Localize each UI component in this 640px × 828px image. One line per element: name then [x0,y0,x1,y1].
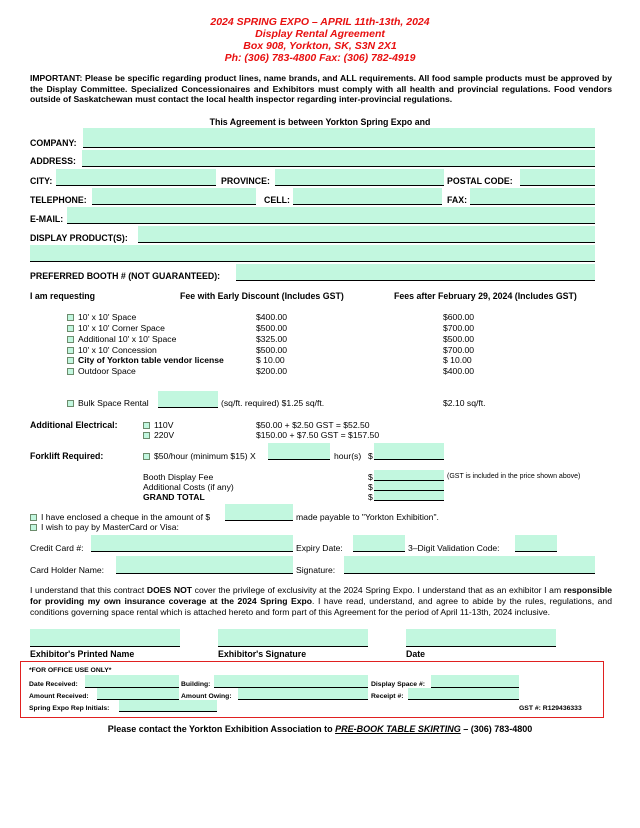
checkbox[interactable] [143,453,150,460]
terms-paragraph: I understand that this contract DOES NOT cover the privilege of exclusivity at the 2024 Spring Expo. I understand that as an exhibitor I am responsible for providing my own insurance coverage at the 2024 Spring Expo. I have read, understand, and agree to abide by the rules, regulations, and conditions governing space rental which is attached hereto and form part of this Agreement for the period of April 11-13th, 2024 inclusive. [30,585,612,618]
col-late: Fees after February 29, 2024 (Includes GST) [394,291,577,301]
checkbox[interactable] [67,347,74,354]
checkbox[interactable] [67,336,74,343]
printed-name-line [30,646,180,647]
date-field[interactable] [406,629,556,646]
cheque-payable: made payable to "Yorkton Exhibition". [296,512,439,522]
header-phone: Ph: (306) 783-4800 Fax: (306) 782-4919 [224,52,416,64]
expiry-label: Expiry Date: [296,543,343,553]
email-label: E-MAIL: [30,214,64,224]
additional-costs-label: Additional Costs (if any) [143,482,234,492]
pricing-item-label: 10' x 10' Concession [78,345,157,355]
col-early: Fee with Early Discount (Includes GST) [180,291,344,301]
address-field[interactable] [82,150,595,167]
cheque-amount-field[interactable] [225,504,293,521]
checkbox[interactable] [30,524,37,531]
amount-received-field[interactable] [97,688,179,700]
checkbox[interactable] [67,357,74,364]
payment-signature-field[interactable] [344,556,595,574]
checkbox[interactable] [67,400,74,407]
building-field[interactable] [214,675,368,688]
early-price: $ 10.00 [256,355,285,365]
late-price: $500.00 [443,334,475,344]
display-products-field[interactable] [138,226,595,243]
bulk-space-item[interactable] [67,398,149,408]
agreement-line: This Agreement is between Yorkton Spring Expo and [209,117,431,127]
electrical-220v-price: $150.00 + $7.50 GST = $157.50 [256,430,380,440]
forklift-hours-label: hour(s) [334,451,362,461]
printed-name-field[interactable] [30,629,180,646]
province-label: PROVINCE: [221,176,270,186]
forklift-amount-field[interactable] [374,443,444,460]
dollar-sign: $ [368,472,373,482]
city-field[interactable] [56,169,216,186]
forklift-dollar: $ [368,451,373,461]
late-price: $600.00 [443,312,475,322]
email-field[interactable] [67,207,595,224]
cheque-label: I have enclosed a cheque in the amount of $ [41,512,211,522]
cc-number-field[interactable] [91,535,293,552]
company-field[interactable] [83,128,595,148]
gst-note: (GST is included in the price shown above) [447,473,581,480]
fax-label: FAX: [447,195,468,205]
footer-note: Please contact the Yorkton Exhibition Association to PRE-BOOK TABLE SKIRTING – (306) 783-4800 [107,724,533,734]
signature-label: Signature: [296,565,336,575]
electrical-110v-price: $50.00 + $2.50 GST = $52.50 [256,420,370,430]
amount-owing-field[interactable] [238,688,368,700]
card-option[interactable] [30,522,179,532]
important-notice: IMPORTANT: Please be specific regarding product lines, name brands, and ALL requirements. All food sample products must be approved by the Display Committee. Specialized Concessionaires and Exhibitors must comply with all health and provincial regulations. Food vendors outside of Saskatchewan must contact the local health inspector regarding inter-provincial regulations. [30,73,612,105]
pricing-item-label: 10' x 10' Corner Space [78,323,165,333]
card-label: I wish to pay by MasterCard or Visa: [41,522,179,532]
date-received-field[interactable] [85,675,179,688]
pricing-item[interactable] [67,355,224,365]
pricing-item[interactable] [67,345,157,355]
display-space-field[interactable] [431,675,519,688]
bulk-space-label: Bulk Space Rental [78,398,149,408]
bulk-late-price: $2.10 sq/ft. [443,398,486,408]
forklift-label: Forklift Required: [30,451,104,461]
office-title: *FOR OFFICE USE ONLY* [29,667,112,674]
pricing-item[interactable] [67,334,176,344]
checkbox[interactable] [67,368,74,375]
company-label: COMPANY: [30,138,77,148]
pricing-item-label: Additional 10' x 10' Space [78,334,177,344]
fax-field[interactable] [470,188,595,205]
header-title: 2024 SPRING EXPO – APRIL 11th-13th, 2024 [210,16,430,28]
cc-number-label: Credit Card #: [30,543,84,553]
header-subtitle: Display Rental Agreement [255,28,385,40]
postal-code-field[interactable] [520,169,595,186]
electrical-label: Additional Electrical: [30,420,118,430]
display-space-label: Display Space #: [371,681,426,688]
date-line [406,646,556,647]
electrical-220v[interactable] [143,430,174,440]
signature-line [218,646,368,647]
forklift-rate: $50/hour (minimum $15) X [154,451,256,461]
late-price: $ 10.00 [443,355,472,365]
exhibitor-signature-label: Exhibitor's Signature [218,649,307,659]
cell-field[interactable] [293,188,442,205]
date-label: Date [406,649,426,659]
pricing-item[interactable] [67,323,165,333]
bulk-note: (sq/ft. required) $1.25 sq/ft. [221,398,325,408]
grand-total-label: GRAND TOTAL [143,492,205,502]
postal-code-label: POSTAL CODE: [447,176,513,186]
checkbox[interactable] [143,432,150,439]
early-price: $400.00 [256,312,288,322]
dollar-sign: $ [368,492,373,502]
amount-received-label: Amount Received: [29,693,89,700]
telephone-field[interactable] [92,188,256,205]
address-label: ADDRESS: [30,156,76,166]
expiry-field[interactable] [353,535,405,552]
header-address: Box 908, Yorkton, SK, S3N 2X1 [243,40,397,52]
pricing-item[interactable] [67,366,136,376]
electrical-110v-label: 110V [154,420,174,430]
late-price: $700.00 [443,323,475,333]
additional-costs-field[interactable] [374,481,444,491]
forklift-hours-field[interactable] [268,443,330,460]
cell-label: CELL: [264,195,290,205]
rep-initials-label: Spring Expo Rep Initials: [29,705,110,712]
receipt-label: Receipt #: [371,693,404,700]
electrical-110v[interactable] [143,420,173,430]
booth-label: PREFERRED BOOTH # (NOT GUARANTEED): [30,271,221,281]
holder-label: Card Holder Name: [30,565,105,575]
dollar-sign: $ [368,482,373,492]
booth-fee-label: Booth Display Fee [143,472,214,482]
exhibitor-signature-field[interactable] [218,629,368,646]
city-label: CITY: [30,176,53,186]
forklift-option[interactable] [143,451,256,461]
receipt-field[interactable] [408,688,519,700]
early-price: $325.00 [256,334,288,344]
rep-initials-field[interactable] [119,700,217,712]
grand-total-field[interactable] [374,491,444,501]
checkbox[interactable] [67,314,74,321]
pricing-item-label: City of Yorkton table vendor license [78,355,224,365]
checkbox[interactable] [143,422,150,429]
holder-field[interactable] [116,556,293,574]
electrical-220v-label: 220V [154,430,175,440]
cvv-field[interactable] [515,535,557,552]
telephone-label: TELEPHONE: [30,195,87,205]
pricing-item-label: 10' x 10' Space [78,312,137,322]
date-received-label: Date Received: [29,681,78,688]
display-products-field-2[interactable] [30,245,595,262]
early-price: $500.00 [256,345,288,355]
booth-fee-field[interactable] [374,470,444,481]
booth-field[interactable] [236,264,595,281]
early-price: $500.00 [256,323,288,333]
bulk-sqft-field[interactable] [158,391,218,408]
checkbox[interactable] [67,325,74,332]
printed-name-label: Exhibitor's Printed Name [30,649,135,659]
late-price: $400.00 [443,366,475,376]
cvv-label: 3–Digit Validation Code: [408,543,500,553]
pricing-item-label: Outdoor Space [78,366,136,376]
checkbox[interactable] [30,514,37,521]
col-request: I am requesting [30,291,96,301]
building-label: Building: [181,681,211,688]
office-use-box [20,661,604,718]
late-price: $700.00 [443,345,475,355]
province-field[interactable] [275,169,444,186]
amount-owing-label: Amount Owing: [181,693,232,700]
cheque-option[interactable] [30,512,210,522]
early-price: $200.00 [256,366,288,376]
display-products-label: DISPLAY PRODUCT(S): [30,233,128,243]
gst-number: GST #: R129436333 [519,705,582,712]
pricing-item[interactable] [67,312,136,322]
